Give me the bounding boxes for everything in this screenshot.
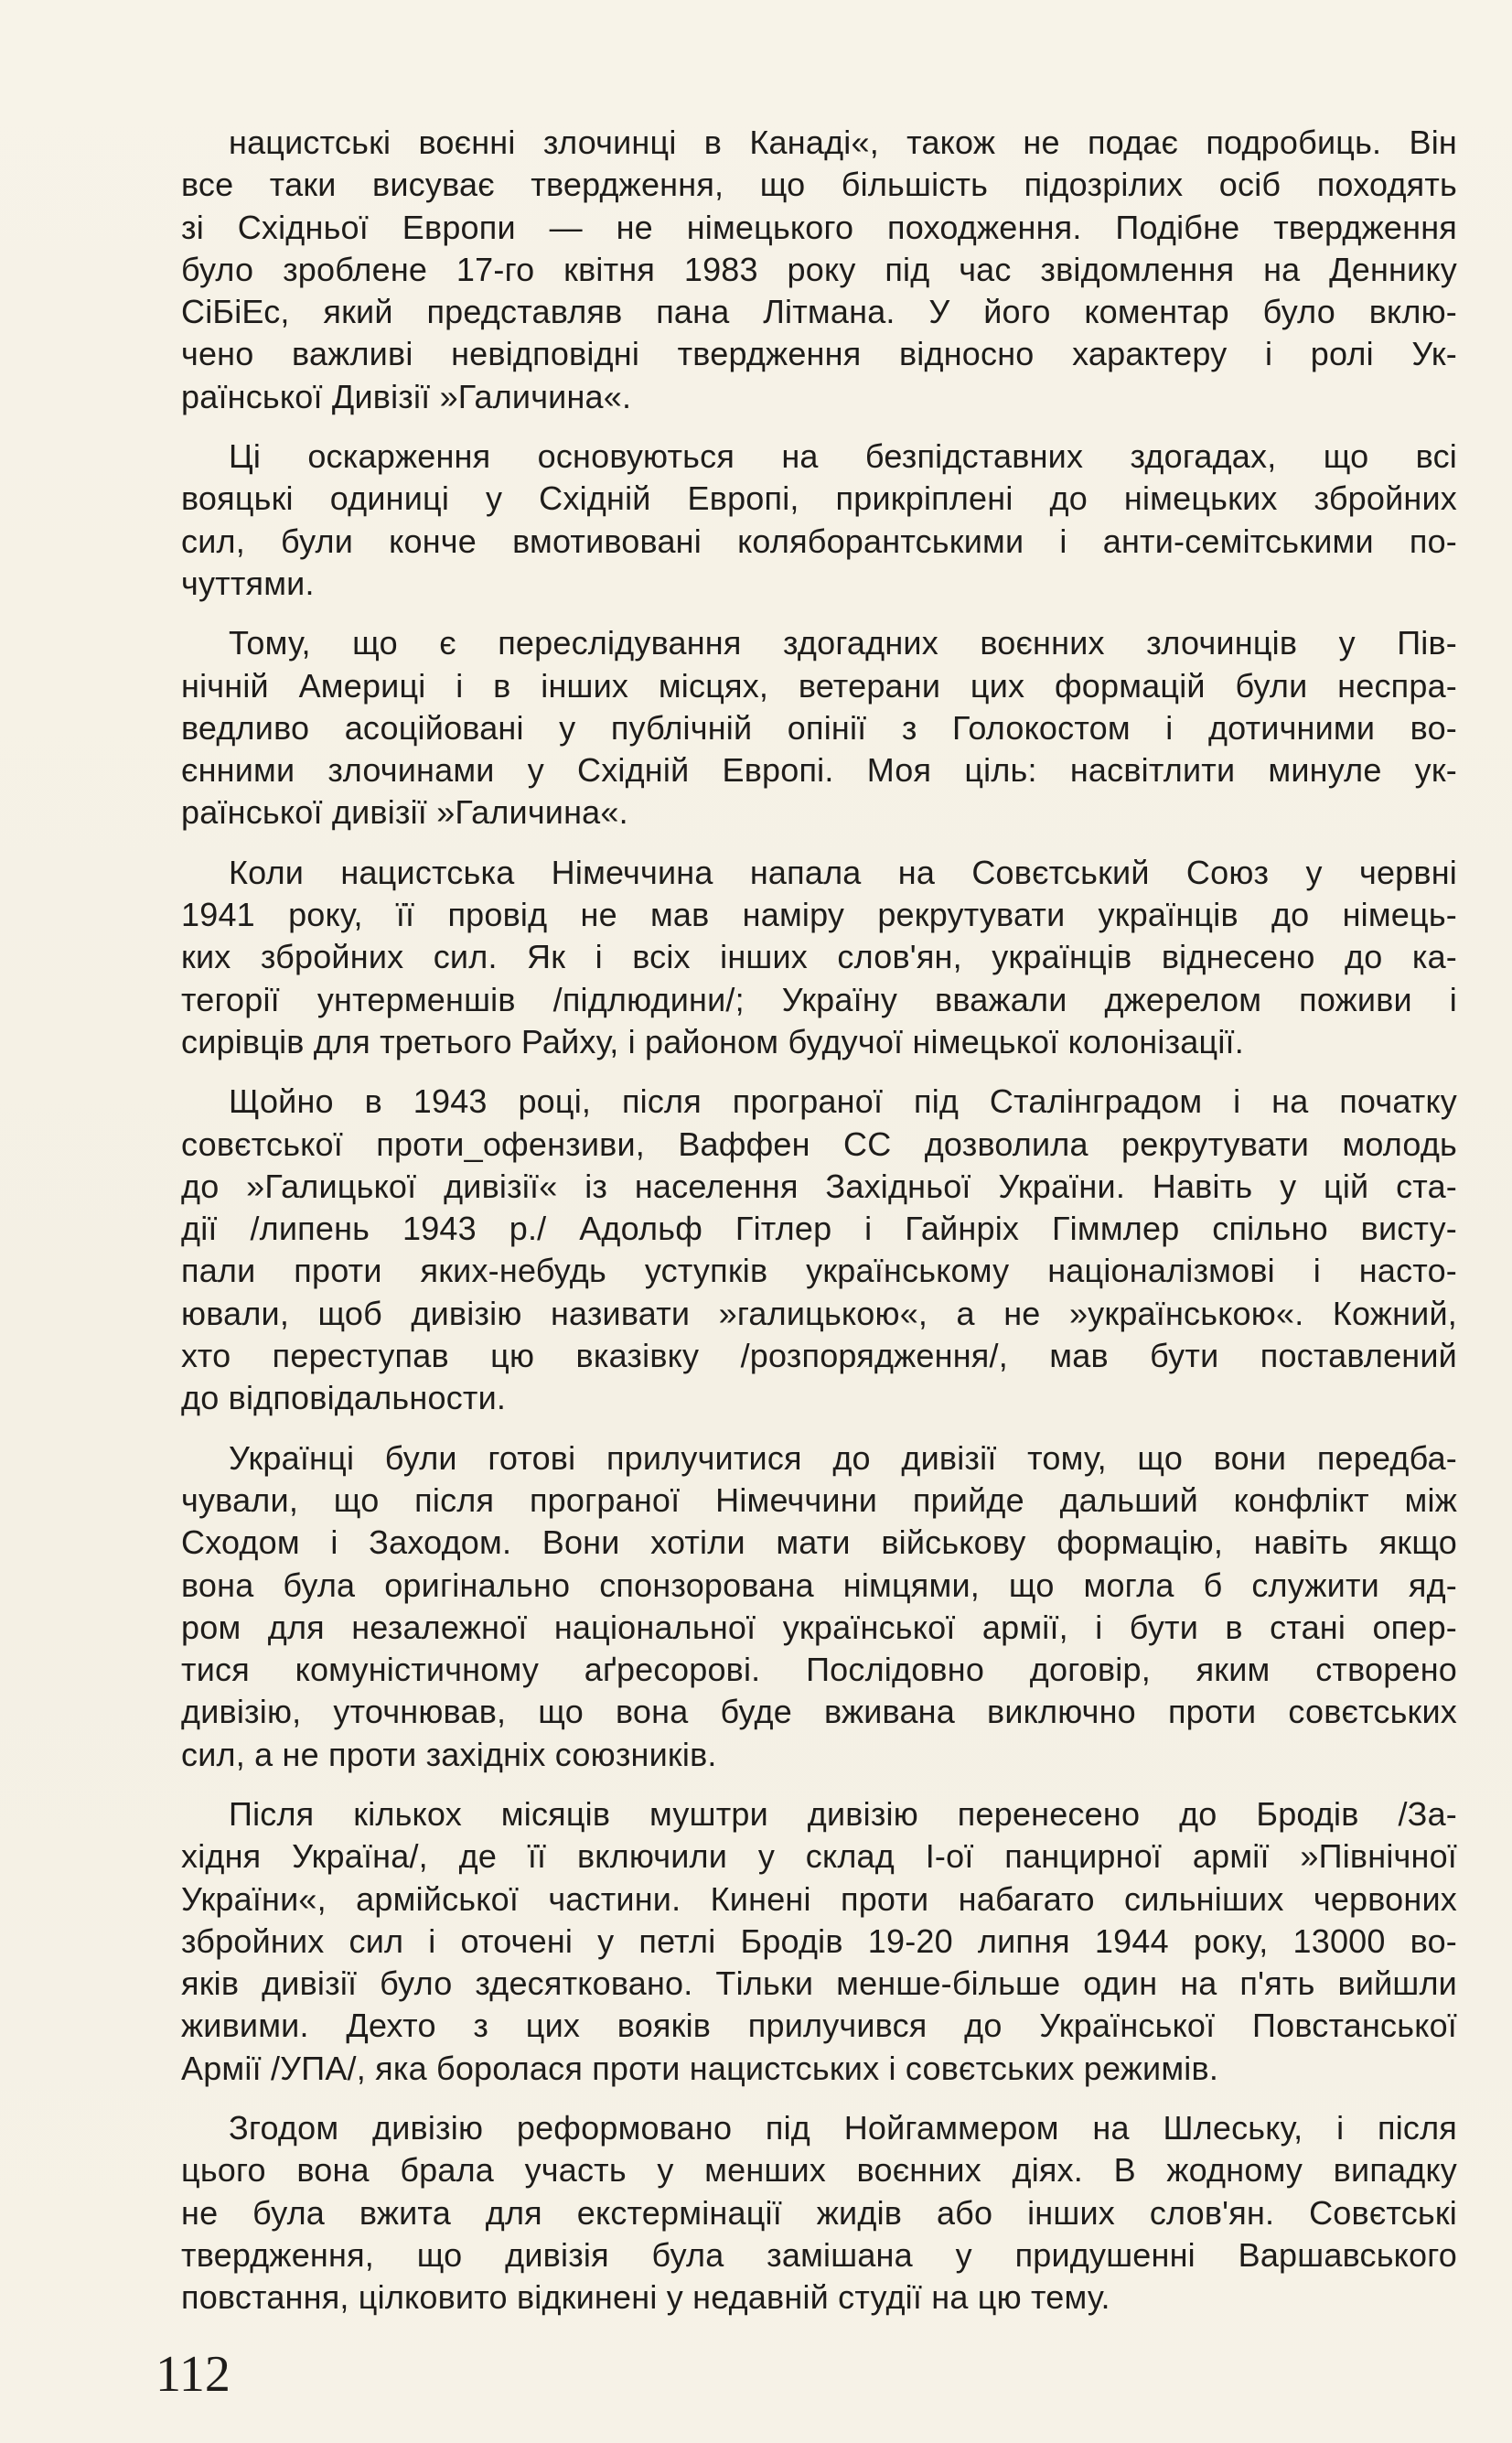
text-line: совєтської проти_офензиви, Ваффен СС дозволила рекрутувати молодь [181, 1125, 1457, 1163]
text-line: Щойно в 1943 році, після програної під Сталінградом і на початку [229, 1082, 1457, 1121]
text-line: до відповідальности. [181, 1379, 507, 1417]
text-line: ювали, щоб дивізію називати »галицькою«, а не »українською«. Кожний, [181, 1294, 1457, 1332]
text-line: Згодом дивізію реформовано під Нойгаммером на Шлеську, і після [229, 2109, 1457, 2147]
text-line: збройних сил і оточені у петлі Бродів 19-20 липня 1944 року, 13000 во- [181, 1921, 1457, 1960]
text-line: дивізію, уточнював, що вона буде вживана виключно проти совєтських [181, 1693, 1457, 1731]
text-line: яків дивізії було здесятковано. Тільки менше-більше один на п'ять вийшли [181, 1964, 1457, 2003]
text-line: повстання, цілковито відкинені у недавній студії на цю тему. [181, 2278, 1110, 2317]
text-line: хідня Україна/, де її включили у склад І-ої панцирної армії »Північної [181, 1837, 1457, 1876]
text-line: нацистські воєнні злочинці в Канаді«, також не подає подробиць. Він [229, 124, 1457, 161]
text-line: живими. Дехто з цих вояків прилучився до Української Повстанської [181, 2007, 1457, 2045]
text-line: все таки висуває твердження, що більшість підозрілих осіб походять [181, 166, 1457, 204]
text-line: Після кількох місяців муштри дивізію перенесено до Бродів /За- [229, 1794, 1457, 1833]
paragraph [181, 122, 1457, 418]
text-line: ких збройних сил. Як і всіх інших слов'ян, українців віднесено до ка- [181, 938, 1457, 976]
text-line: тегорії унтерменшів /підлюдини/; Україну вважали джерелом поживи і [181, 980, 1457, 1018]
text-line: 1941 року, її провід не мав наміру рекрутувати українців до німець- [181, 896, 1457, 934]
text-line: України«, армійської частини. Кинені проти набагато сильніших червоних [181, 1879, 1457, 1918]
paragraph [181, 852, 1457, 1063]
paragraph [181, 2107, 1457, 2319]
text-line: Армії /УПА/, яка боролася проти нацистських і совєтських режимів. [181, 2049, 1219, 2087]
text-line: нічній Америці і в інших місцях, ветерани цих формацій були неспра- [181, 666, 1457, 705]
page-number: 112 [155, 2346, 231, 2403]
text-line: Сходом і Заходом. Вони хотіли мати військову формацію, навіть якщо [181, 1523, 1457, 1562]
paragraph [181, 622, 1457, 834]
text-line: раїнської Дивізії »Галичина«. [181, 377, 632, 415]
text-line: вояцькі одиниці у Східній Европі, прикріплені до німецьких збройних [181, 479, 1457, 518]
text-line: було зроблене 17-го квітня 1983 року під час звідомлення на Деннику [181, 250, 1457, 288]
text-line: цього вона брала участь у менших воєнних діях. В жодному випадку [181, 2151, 1457, 2190]
text-line: зі Східньої Европи — не німецького походження. Подібне твердження [181, 208, 1457, 246]
text-line: СіБіЕс, який представляв пана Літмана. У його коментар було вклю- [181, 293, 1457, 331]
text-line: Тому, що є переслідування здогадних воєнних злочинців у Пів- [229, 624, 1457, 662]
text-line: чуттями. [181, 564, 315, 602]
text-line: хто переступав цю вказівку /розпорядження/, мав бути поставлений [181, 1337, 1457, 1375]
paragraph [181, 1793, 1457, 2090]
text-line: до »Галицької дивізії« із населення Західньої України. Навіть у цій ста- [181, 1167, 1457, 1205]
text-line: сирівців для третього Райху, і районом будучої німецької колонізації. [181, 1022, 1244, 1060]
body-text [181, 122, 1457, 2337]
paragraph [181, 1081, 1457, 1419]
text-line: твердження, що дивізія була замішана у придушенні Варшавського [181, 2235, 1457, 2274]
text-line: пали проти яких-небудь уступків українському націоналізмові і насто- [181, 1252, 1457, 1290]
paragraph [181, 436, 1457, 605]
text-line: тися комуністичному аґресорові. Послідовно договір, яким створено [181, 1651, 1457, 1689]
text-line: вона була оригінально спонзорована німцями, що могла б служити яд- [181, 1566, 1457, 1604]
text-line: Ці оскарження основуються на безпідставних здогадах, що всі [229, 437, 1457, 476]
text-line: Українці були готові прилучитися до дивізії тому, що вони передба- [229, 1438, 1457, 1477]
text-line: дії /липень 1943 р./ Адольф Гітлер і Гайнріх Гіммлер спільно висту- [181, 1210, 1457, 1248]
text-line: не була вжита для екстермінації жидів або інших слов'ян. Совєтські [181, 2193, 1457, 2232]
text-line: ведливо асоційовані у публічній опінії з Голокостом і дотичними во- [181, 708, 1457, 747]
text-line: сил, а не проти західніх союзників. [181, 1735, 717, 1773]
text-line: сил, були конче вмотивовані коляборантськими і анти-семітськими по- [181, 522, 1457, 560]
text-line: чено важливі невідповідні твердження відносно характеру і ролі Ук- [181, 335, 1457, 373]
text-line: чували, що після програної Німеччини прийде дальший конфлікт між [181, 1480, 1457, 1519]
text-line: раїнської дивізії »Галичина«. [181, 793, 628, 832]
text-line: єнними злочинами у Східній Европі. Моя ціль: насвітлити минуле ук- [181, 751, 1457, 790]
text-line: ром для незалежної національної української армії, і бути в стані опер- [181, 1608, 1457, 1646]
paragraph [181, 1437, 1457, 1776]
text-line: Коли нацистська Німеччина напала на Совєтський Союз у червні [229, 853, 1457, 891]
